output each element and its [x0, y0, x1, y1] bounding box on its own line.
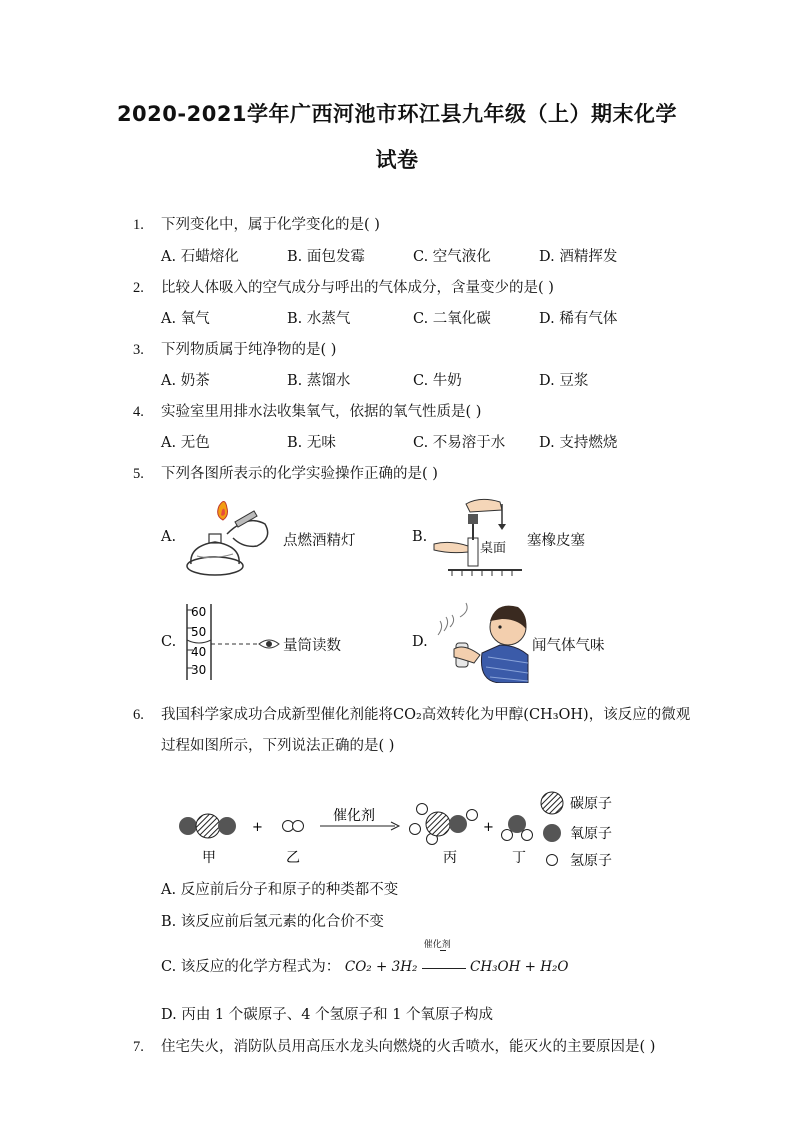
question-2 — [133, 276, 554, 297]
species-label-yi: 乙 — [286, 850, 300, 866]
option-c[interactable]: C. 牛奶 — [413, 373, 462, 389]
oxygen-atom — [449, 815, 467, 833]
question-6-option-c[interactable] — [161, 939, 569, 976]
option-a[interactable]: A. 奶茶 — [161, 373, 210, 389]
question-stem: 下列物质属于纯净物的是( ) — [161, 342, 337, 358]
desk-label: 桌面 — [480, 541, 507, 556]
question-3 — [133, 338, 336, 359]
option-d[interactable]: D. 稀有气体 — [539, 311, 618, 327]
option-c[interactable]: C. 不易溶于水 — [413, 435, 506, 451]
option-a-caption: 点燃酒精灯 — [283, 533, 356, 549]
alcohol-lamp-lighting-illustration — [183, 494, 283, 580]
question-stem: 住宅失火，消防队员用高压水龙头向燃烧的火舌喷水，能灭火的主要原因是( ) — [161, 1039, 656, 1055]
catalyst-label: 催化剂 — [333, 808, 375, 824]
page-title-line2: 试卷 — [375, 148, 419, 172]
question-1 — [133, 213, 380, 234]
option-c[interactable]: C. 空气液化 — [413, 249, 491, 265]
rubber-stopper-illustration — [430, 494, 530, 578]
question-number: 7. — [133, 1039, 144, 1055]
option-b[interactable]: B. 水蒸气 — [287, 311, 351, 327]
legend-hydrogen-swatch — [547, 855, 558, 866]
carbon-atom — [196, 814, 220, 838]
equation-right: CH₃OH + H₂O — [469, 959, 569, 975]
option-b[interactable]: B. 蒸馏水 — [287, 373, 351, 389]
question-stem: 下列各图所表示的化学实验操作正确的是( ) — [161, 466, 438, 482]
tick-label-60: 60 — [191, 605, 207, 619]
option-a-letter[interactable]: A. — [161, 529, 177, 545]
option-b[interactable]: B. 无味 — [287, 435, 336, 451]
page-title-line1: 2020-2021学年广西河池市环江县九年级（上）期末化学 — [116, 102, 678, 126]
option-d-letter[interactable]: D. — [412, 634, 428, 650]
question-number: 2. — [133, 280, 144, 296]
option-a[interactable]: A. 无色 — [161, 435, 210, 451]
question-2-options — [161, 307, 721, 328]
smelling-gas-illustration — [430, 597, 530, 683]
hydrogen-atom — [283, 821, 294, 832]
question-5 — [133, 462, 438, 483]
option-b[interactable]: B. 面包发霉 — [287, 249, 365, 265]
option-c-letter[interactable]: C. — [161, 634, 177, 650]
question-6 — [133, 703, 690, 724]
option-a[interactable]: A. 石蜡熔化 — [161, 249, 239, 265]
question-6-option-d[interactable]: D. 丙由 1 个碳原子、4 个氢原子和 1 个氧原子构成 — [161, 1007, 494, 1023]
hydrogen-atom — [522, 830, 533, 841]
species-label-jia: 甲 — [202, 850, 216, 866]
option-b-caption: 塞橡皮塞 — [527, 533, 585, 549]
hydrogen-atom — [410, 824, 421, 835]
species-label-ding: 丁 — [512, 850, 526, 866]
equation-catalyst-label: 催化剂 — [423, 939, 451, 950]
option-d[interactable]: D. 豆浆 — [539, 373, 589, 389]
legend-carbon-swatch — [541, 792, 563, 814]
tick-label-30: 30 — [191, 663, 207, 677]
hydrogen-atom — [293, 821, 304, 832]
option-d[interactable]: D. 酒精挥发 — [539, 249, 618, 265]
option-c[interactable]: C. 二氧化碳 — [413, 311, 491, 327]
oxygen-atom — [179, 817, 197, 835]
question-6-option-b[interactable]: B. 该反应前后氢元素的化合价不变 — [161, 914, 384, 930]
question-stem: 下列变化中，属于化学变化的是( ) — [161, 217, 380, 233]
question-number: 4. — [133, 404, 144, 420]
equation-left: CO₂ + 3H₂ — [344, 959, 418, 975]
legend-hydrogen-label: 氢原子 — [570, 853, 612, 869]
equation-catalyst-arrow — [422, 939, 466, 975]
question-number: 1. — [133, 217, 144, 233]
question-number: 6. — [133, 707, 144, 723]
option-b-letter[interactable]: B. — [412, 529, 428, 545]
oxygen-atom — [218, 817, 236, 835]
plus-sign: + — [252, 820, 263, 835]
option-c-prefix: C. 该反应的化学方程式为： — [161, 959, 341, 975]
legend-oxygen-label: 氧原子 — [570, 826, 612, 842]
option-d[interactable]: D. 支持燃烧 — [539, 435, 618, 451]
question-6-stem-line2: 过程如图所示，下列说法正确的是( ) — [161, 738, 395, 754]
question-4-options — [161, 431, 721, 452]
question-4 — [133, 400, 481, 421]
reaction-micro-diagram — [170, 785, 630, 873]
option-a[interactable]: A. 氧气 — [161, 311, 210, 327]
question-7 — [133, 1035, 655, 1056]
question-stem: 比较人体吸入的空气成分与呼出的气体成分，含量变少的是( ) — [161, 280, 554, 296]
option-d-caption: 闻气体气味 — [532, 638, 605, 654]
legend-oxygen-swatch — [543, 824, 561, 842]
hydrogen-atom — [502, 830, 513, 841]
hydrogen-atom — [417, 804, 428, 815]
question-6-option-a[interactable]: A. 反应前后分子和原子的种类都不变 — [161, 882, 399, 898]
species-label-bing: 丙 — [443, 850, 457, 866]
legend-carbon-label: 碳原子 — [570, 796, 612, 812]
option-c-caption: 量筒读数 — [283, 638, 341, 654]
question-number: 3. — [133, 342, 144, 358]
tick-label-50: 50 — [191, 625, 207, 639]
question-stem: 实验室里用排水法收集氧气，依据的氧气性质是( ) — [161, 404, 482, 420]
plus-sign: + — [483, 820, 494, 835]
graduated-cylinder-illustration — [183, 600, 283, 682]
chemical-equation — [344, 939, 569, 975]
question-number: 5. — [133, 466, 144, 482]
carbon-atom — [426, 812, 450, 836]
question-3-options — [161, 369, 721, 390]
question-1-options — [161, 245, 721, 266]
question-stem-line1: 我国科学家成功合成新型催化剂能将CO₂高效转化为甲醇(CH₃OH)，该反应的微观 — [161, 707, 691, 723]
hydrogen-atom — [467, 810, 478, 821]
tick-label-40: 40 — [191, 645, 207, 659]
